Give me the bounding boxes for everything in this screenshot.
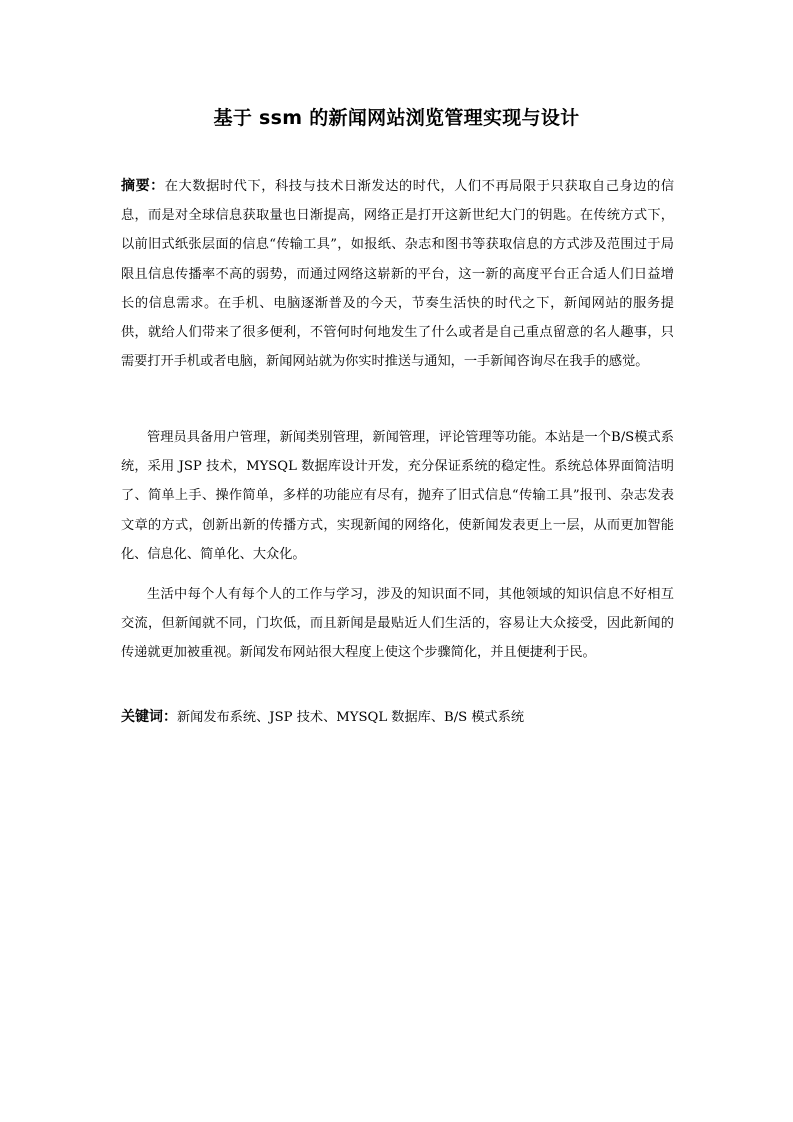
- body-paragraph-features: 管理员具备用户管理，新闻类别管理，新闻管理，评论管理等功能。本站是一个B/S模式系统，采用 JSP 技术，MYSQL 数据库设计开发，充分保证系统的稳定性。系统总体界面简洁明了、简单上手、操作简单，多样的功能应有尽有，抛弃了旧式信息“传输工具”报刊、杂志发表文章的方式，创新出新的传播方式，实现新闻的网络化，使新闻发表更上一层，从而更加智能化、信息化、简单化、大众化。: [121, 430, 674, 562]
- keywords-line: [121, 703, 674, 732]
- abstract-text: 在大数据时代下，科技与技术日渐发达的时代，人们不再局限于只获取自己身边的信息，而是对全球信息获取量也日渐提高，网络正是打开这新世纪大门的钥匙。在传统方式下，以前旧式纸张层面的信息“传输工具”，如报纸、杂志和图书等获取信息的方式涉及范围过于局限且信息传播率不高的弱势，而通过网络这崭新的平台，这一新的高度平台正合适人们日益增长的信息需求。在手机、电脑逐渐普及的今天，节奏生活快的时代之下，新闻网站的服务提供，就给人们带来了很多便利，不管何时何地发生了什么或者是自己重点留意的名人趣事，只需要打开手机或者电脑，新闻网站就为你实时推送与通知，一手新闻咨询尽在我手的感觉。: [121, 179, 675, 370]
- body-paragraph-background: 生活中每个人有每个人的工作与学习，涉及的知识面不同，其他领域的知识信息不好相互交流，但新闻就不同，门坎低，而且新闻是最贴近人们生活的，容易让大众接受，因此新闻的传递就更加被重视。新闻发布网站很大程度上使这个步骤简化，并且便捷利于民。: [121, 587, 674, 661]
- keywords-text: 新闻发布系统、JSP 技术、MYSQL 数据库、B/S 模式系统: [177, 710, 525, 725]
- abstract-paragraph: [121, 172, 674, 376]
- keywords-label: 关键词：: [121, 709, 177, 725]
- abstract-label: 摘要：: [121, 178, 165, 194]
- document-title: 基于 ssm 的新闻网站浏览管理实现与设计: [213, 107, 580, 129]
